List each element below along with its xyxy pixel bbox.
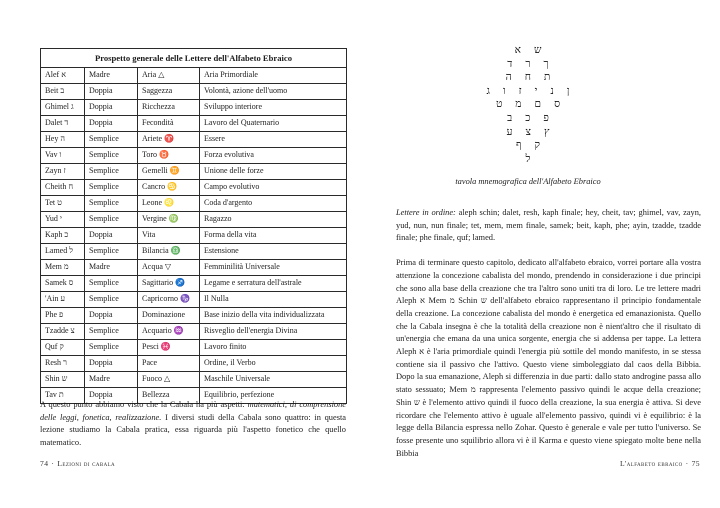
mnemonic-row — [428, 96, 628, 110]
table-cell: Ordine, il Verbo — [200, 355, 347, 371]
table-cell: Semplice — [85, 211, 138, 227]
hebrew-letter: נ — [550, 85, 554, 97]
mnemonic-row — [428, 124, 628, 138]
mnemonic-row — [428, 83, 628, 97]
hebrew-alphabet-table — [40, 48, 347, 404]
text-segment: Lettere in ordine: — [396, 208, 456, 217]
table-cell: Equilibrio, perfezione — [200, 387, 347, 403]
table-cell: Sagittario ♐ — [138, 275, 200, 291]
table-cell: Lamed ל — [41, 243, 85, 259]
footer-separator: · — [51, 459, 55, 468]
hebrew-letter: ת — [543, 72, 551, 84]
left-paragraph — [40, 399, 346, 449]
table-cell: Tzadde צ — [41, 323, 85, 339]
table-cell: Semplice — [85, 243, 138, 259]
table-cell: Semplice — [85, 163, 138, 179]
table-cell: Fecondità — [138, 115, 200, 131]
table-cell: Kaph כ — [41, 227, 85, 243]
table-cell: Aria Primordiale — [200, 67, 347, 83]
table-cell: Capricorno ♑ — [138, 291, 200, 307]
mnemonic-row — [428, 137, 628, 151]
table-cell: Madre — [85, 67, 138, 83]
hebrew-letter: ט — [495, 99, 503, 111]
table-cell: Vita — [138, 227, 200, 243]
footer-separator: · — [685, 459, 689, 468]
table-cell: Lavoro del Quaternario — [200, 115, 347, 131]
table-cell: Acqua ▽ — [138, 259, 200, 275]
table-cell: Semplice — [85, 179, 138, 195]
hebrew-letter: ה — [505, 72, 512, 84]
table-cell: Estensione — [200, 243, 347, 259]
table-cell: Beit ב — [41, 83, 85, 99]
hebrew-letter: ש — [533, 45, 542, 56]
mnemonic-row — [428, 151, 628, 165]
table-cell: Legame e serratura dell'astrale — [200, 275, 347, 291]
table-row — [41, 211, 347, 227]
table-cell: Phe פ — [41, 307, 85, 323]
table-cell: Volontà, azione dell'uomo — [200, 83, 347, 99]
mnemonic-row — [428, 69, 628, 83]
table-cell: Semplice — [85, 275, 138, 291]
table-cell: Yud י — [41, 211, 85, 227]
left-page-footer — [40, 459, 115, 468]
table-cell: Samek ס — [41, 275, 85, 291]
table-cell: Tet ט — [41, 195, 85, 211]
table-row — [41, 307, 347, 323]
hebrew-letter: ך — [543, 58, 549, 70]
table-cell: Leone ♌ — [138, 195, 200, 211]
table-cell: Il Nulla — [200, 291, 347, 307]
table-cell: Base inizio della vita individualizzata — [200, 307, 347, 323]
table-cell: Doppia — [85, 227, 138, 243]
table-cell: Hey ה — [41, 131, 85, 147]
table-cell: Aria △ — [138, 67, 200, 83]
table-cell: Cheith ח — [41, 179, 85, 195]
table-cell: Madre — [85, 259, 138, 275]
table-cell: Maschile Universale — [200, 371, 347, 387]
table-cell: Ghimel ג — [41, 99, 85, 115]
table-cell: Dalet ד — [41, 115, 85, 131]
text-segment: A questo punto abbiamo visto che la Cabala ha più aspetti: — [40, 400, 248, 409]
hebrew-letter: ץ — [543, 126, 550, 138]
table-cell: Zayn ז — [41, 163, 85, 179]
table-cell: Campo evolutivo — [200, 179, 347, 195]
table-cell: Pace — [138, 355, 200, 371]
hebrew-letter: ם — [534, 99, 542, 111]
table-cell: Madre — [85, 371, 138, 387]
table-cell: Quf ק — [41, 339, 85, 355]
text-segment: matematici, di comprensione delle leggi, fonetica, realizzazione. — [40, 400, 346, 422]
right-paragraphs — [396, 207, 701, 472]
table-cell: Cancro ♋ — [138, 179, 200, 195]
table-row — [41, 147, 347, 163]
text-segment: aleph schin; dalet, resh, kaph finale; hey, cheit, tav; ghimel, vav, zayn, yud, nun, nun finale; tet, mem, mem finale, samek; beit, kaph, phe; ayin, tzadde, tzadde finale; phe finale, quf; lamed. — [396, 208, 701, 243]
table-cell: Bellezza — [138, 387, 200, 403]
right-page-number: 75 — [691, 459, 700, 468]
table-cell: Fuoco △ — [138, 371, 200, 387]
table-cell: Pesci ♓ — [138, 339, 200, 355]
table-cell: Doppia — [85, 99, 138, 115]
table-row — [41, 339, 347, 355]
table-row — [41, 115, 347, 131]
table-cell: Semplice — [85, 339, 138, 355]
hebrew-letter: ר — [525, 58, 531, 70]
table-cell: Lavoro finito — [200, 339, 347, 355]
table-row — [41, 163, 347, 179]
right-footer-label: L'alfabeto ebraico — [619, 459, 683, 468]
table-row — [41, 99, 347, 115]
mnemonic-row — [428, 56, 628, 70]
alphabet-table-body — [41, 67, 347, 403]
table-title: Prospetto generale delle Lettere dell'Alfabeto Ebraico — [41, 49, 347, 68]
hebrew-letter: י — [534, 85, 538, 97]
table-cell: Forza evolutiva — [200, 147, 347, 163]
table-header-row — [41, 49, 347, 68]
table-row — [41, 67, 347, 83]
table-row — [41, 179, 347, 195]
table-row — [41, 291, 347, 307]
hebrew-letter: ב — [507, 112, 513, 124]
hebrew-letter: פ — [543, 112, 549, 124]
mnemonic-table — [428, 42, 628, 164]
paragraph — [396, 207, 701, 245]
hebrew-letter: ח — [524, 72, 531, 84]
table-cell: Semplice — [85, 147, 138, 163]
hebrew-letter: כ — [525, 112, 531, 124]
table-cell: Dominazione — [138, 307, 200, 323]
table-row — [41, 243, 347, 259]
table-cell: Ariete ♈ — [138, 131, 200, 147]
hebrew-letter: ק — [534, 140, 541, 152]
table-row — [41, 275, 347, 291]
table-cell: Doppia — [85, 83, 138, 99]
table-row — [41, 227, 347, 243]
table-row — [41, 195, 347, 211]
hebrew-letter: ז — [518, 85, 522, 97]
table-cell: Sviluppo interiore — [200, 99, 347, 115]
table-cell: Femminilità Universale — [200, 259, 347, 275]
mnemonic-row — [428, 110, 628, 124]
hebrew-letter: ל — [525, 153, 531, 165]
table-cell: Doppia — [85, 307, 138, 323]
table-cell: Risveglio dell'energia Divina — [200, 323, 347, 339]
hebrew-letter: מ — [515, 99, 522, 111]
table-cell: Shin ש — [41, 371, 85, 387]
hebrew-letter: ף — [515, 140, 522, 152]
table-cell: Semplice — [85, 291, 138, 307]
table-cell: Ricchezza — [138, 99, 200, 115]
table-cell: Doppia — [85, 355, 138, 371]
right-page-footer — [620, 459, 700, 468]
table-row — [41, 83, 347, 99]
mnemonic-row — [428, 42, 628, 56]
hebrew-letter: ד — [507, 58, 513, 70]
text-segment: I diversi studi della Cabala sono quattro: in questa lezione studiamo la Cabala pratica, essa riguarda più l'aspetto fonetico che quello matematico. — [40, 412, 347, 447]
table-cell: Acquario ♒ — [138, 323, 200, 339]
table-cell: Tav ת — [41, 387, 85, 403]
table-row — [41, 355, 347, 371]
table-cell: Semplice — [85, 195, 138, 211]
table-cell: Unione delle forze — [200, 163, 347, 179]
table-cell: Alef א — [41, 67, 85, 83]
text-segment: Prima di terminare questo capitolo, dedicato all'alfabeto ebraico, vorrei portare alla vostra attenzione la concezione cabalista del mondo, prendendo in considerazione i due principi che sono alla base della creazione che tra l'altro sono uniti tra di loro. Le tre lettere madri Aleph א Mem מ Schin ש dell'alfabeto ebraico rappresentano il principio fondamentale della creazione. La concezione cabalista del mondo è energetica ed emanazionista. Quello che la Cabala insegna è che la totalità della creazione non è nient'altro che il risultato di un'energia che emana da una unica sorgente, energia che si addensa per tappe. La lettera Aleph א è l'aria primordiale quindi l'energia più sottile del mondo manifesto, in se stessa contiene sia il passivo che l'attivo. Questo viene simboleggiato dal caos della Bibbia. Dopo la sua emanazione, Aleph si differenzia in due parti: dallo stato androgine passa allo stato sessuato; Mem מ rappresenta l'elemento passivo quindi le acque della creazione; Shin ש è l'elemento attivo quindi il fuoco della creazione, la sua energia è attiva. Si deve ricordare che l'elemento attivo è uguale all'elemento passivo, quindi vi è equilibrio: è la legge della Bilancia espressa nello Zohar. Questo è generale e vale per tutto l'universo. Se fosse presente uno squilibrio allora vi è il Karma e questo viene spiegato molte bene nella Bibbia — [396, 258, 702, 458]
table-row — [41, 131, 347, 147]
hebrew-letter: צ — [525, 126, 531, 138]
table-cell: Semplice — [85, 131, 138, 147]
table-row — [41, 259, 347, 275]
hebrew-letter: ו — [502, 85, 506, 97]
table-cell: Vav ו — [41, 147, 85, 163]
table-cell: 'Ain ע — [41, 291, 85, 307]
table-cell: Toro ♉ — [138, 147, 200, 163]
hebrew-letter: ע — [506, 126, 513, 138]
table-row — [41, 323, 347, 339]
hebrew-letter: ן — [566, 85, 570, 97]
table-cell: Essere — [200, 131, 347, 147]
table-cell: Bilancia ♎ — [138, 243, 200, 259]
hebrew-letter: א — [514, 45, 521, 56]
table-cell: Saggezza — [138, 83, 200, 99]
table-cell: Semplice — [85, 323, 138, 339]
left-footer-label: Lezioni di cabala — [57, 459, 116, 468]
table-cell: Mem מ — [41, 259, 85, 275]
table-row — [41, 371, 347, 387]
table-cell: Ragazzo — [200, 211, 347, 227]
table-cell: Doppia — [85, 387, 138, 403]
table-cell: Resh ר — [41, 355, 85, 371]
paragraph — [396, 257, 701, 460]
table-cell: Gemelli ♊ — [138, 163, 200, 179]
mnemonic-caption: tavola mnemografica dell'Alfabeto Ebraico — [455, 177, 601, 186]
hebrew-letter: ס — [554, 99, 561, 111]
table-cell: Doppia — [85, 115, 138, 131]
left-page-number: 74 — [40, 459, 49, 468]
table-cell: Forma della vita — [200, 227, 347, 243]
table-cell: Coda d'argento — [200, 195, 347, 211]
hebrew-letter: ג — [486, 85, 490, 97]
table-cell: Vergine ♍ — [138, 211, 200, 227]
